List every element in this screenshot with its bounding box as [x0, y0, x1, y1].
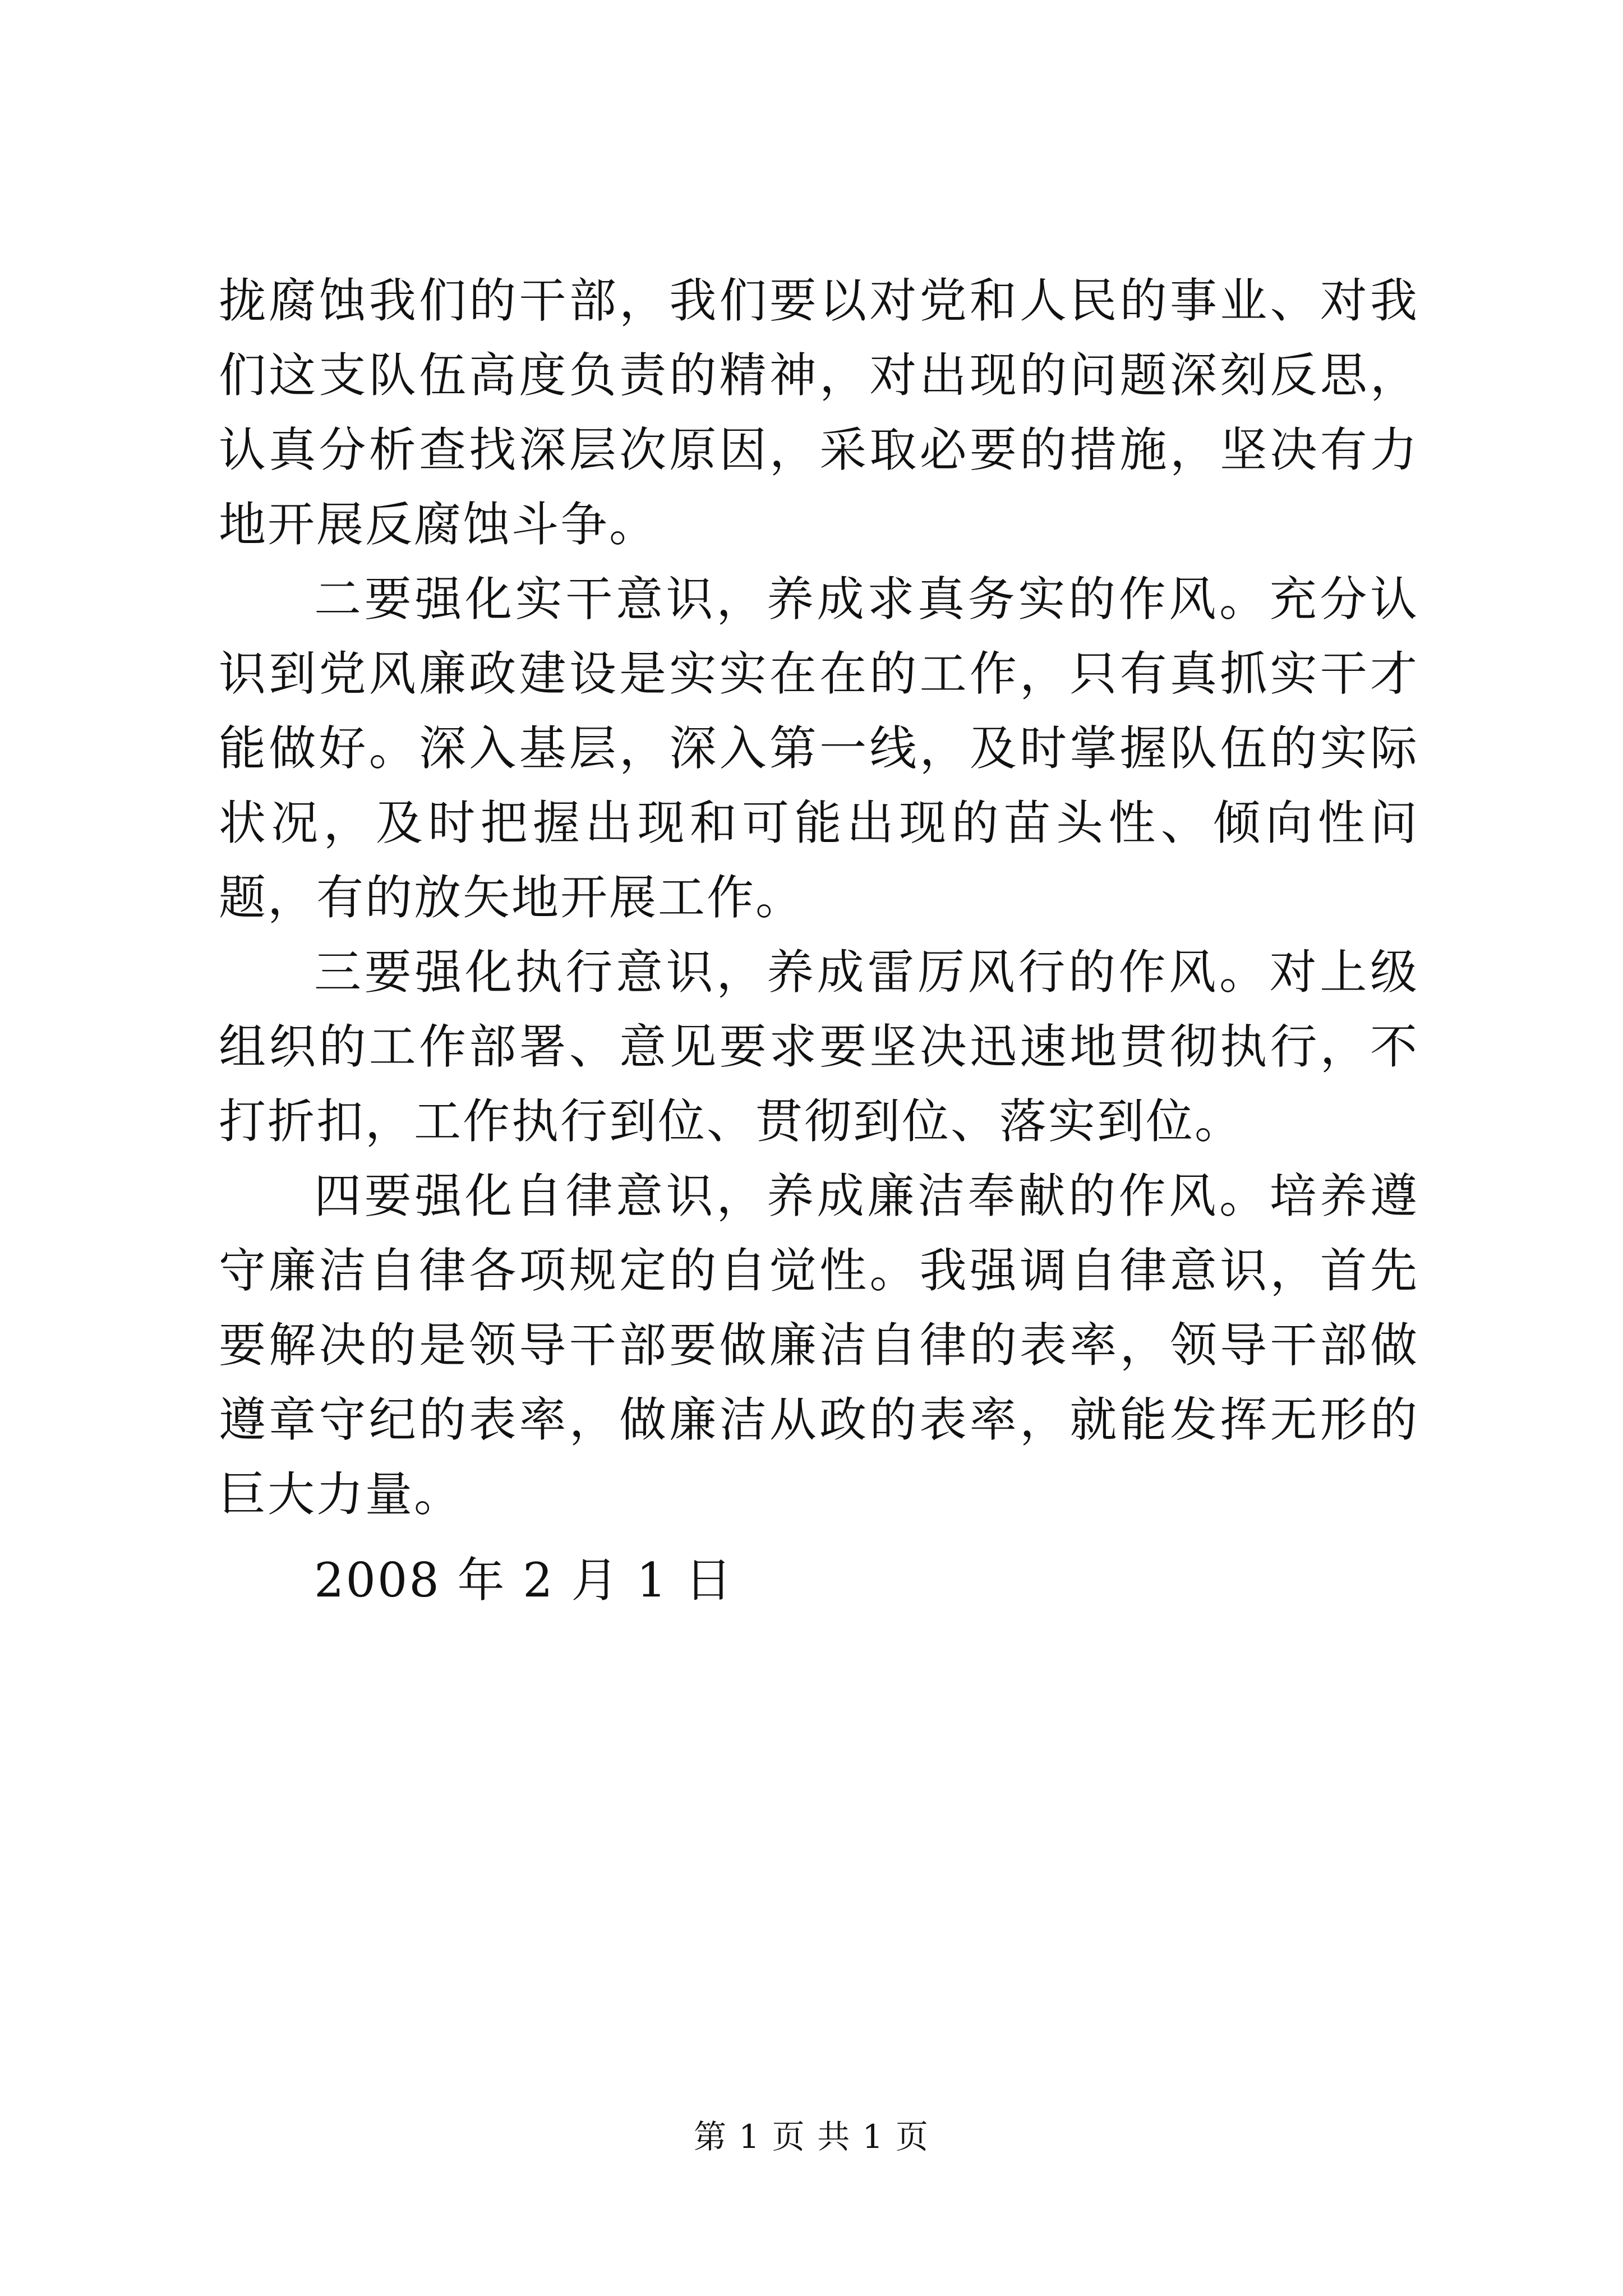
- paragraph-continuation: 拢腐蚀我们的干部，我们要以对党和人民的事业、对我们这支队伍高度负责的精神，对出现的问题深刻反思，认真分析查找深层次原因，采取必要的措施，坚决有力地开展反腐蚀斗争。: [219, 273, 1419, 552]
- document-date: 2008 年 2 月 1 日: [314, 1553, 734, 1608]
- document-body: [219, 264, 1419, 1618]
- paragraph-point-three: 三要强化执行意识，养成雷厉风行的作风。对上级组织的工作部署、意见要求要坚决迅速地贯彻执行，不打折扣，工作执行到位、贯彻到位、落实到位。: [219, 945, 1419, 1149]
- paragraph-point-two: 二要强化实干意识，养成求真务实的作风。充分认识到党风廉政建设是实实在在的工作，只有真抓实干才能做好。深入基层，深入第一线，及时掌握队伍的实际状况，及时把握出现和可能出现的苗头性、倾向性问题，有的放矢地开展工作。: [219, 572, 1419, 925]
- page-footer: 第 1 页 共 1 页: [694, 2118, 929, 2156]
- paragraph-point-four: 四要强化自律意识，养成廉洁奉献的作风。培养遵守廉洁自律各项规定的自觉性。我强调自律意识，首先要解决的是领导干部要做廉洁自律的表率，领导干部做遵章守纪的表率，做廉洁从政的表率，就能发挥无形的巨大力量。: [219, 1168, 1419, 1522]
